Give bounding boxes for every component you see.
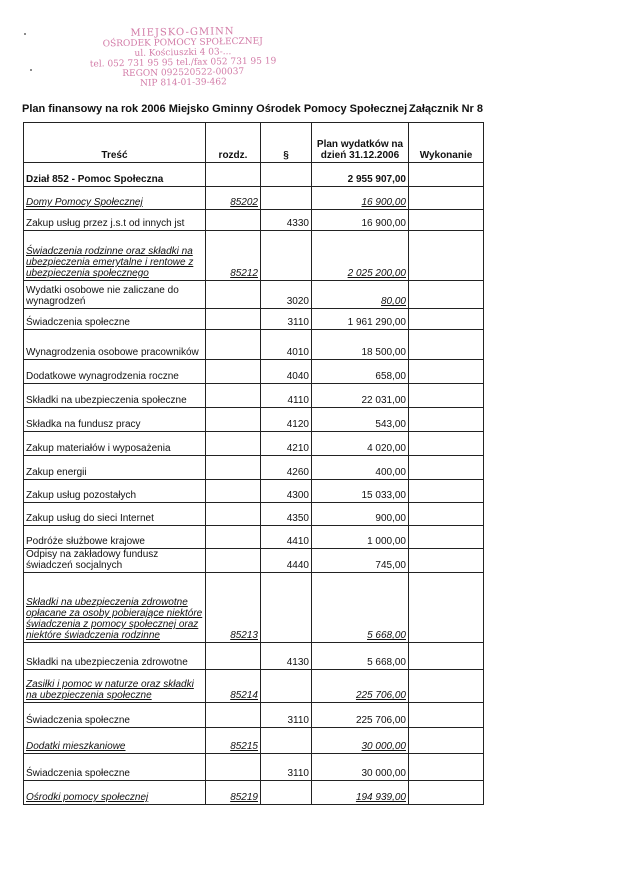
cell-rozdz: 85213: [206, 573, 261, 643]
table-row: [24, 187, 484, 210]
stamp-line: ul. Kościuszki 4 03-...: [134, 47, 232, 59]
cell-wykonanie: [409, 573, 484, 643]
table-row: [24, 573, 484, 643]
stamp-line: tel. 052 731 95 95 tel./fax 052 731 95 19: [89, 56, 277, 70]
cell-wykonanie: [409, 231, 484, 281]
table-row: [24, 549, 484, 573]
cell-paragraph: [261, 187, 312, 210]
finance-plan-table: [23, 122, 484, 805]
cell-plan: 225 706,00: [312, 670, 409, 703]
cell-plan: 16 900,00: [312, 187, 409, 210]
header-rozdz: rozdz.: [206, 123, 261, 163]
cell-paragraph: 4040: [261, 360, 312, 384]
cell-wykonanie: [409, 480, 484, 503]
table-row: [24, 384, 484, 408]
table-row: [24, 231, 484, 281]
cell-wykonanie: [409, 281, 484, 309]
cell-tresc: Odpisy na zakładowy fundusz świadczeń socjalnych: [24, 549, 206, 573]
table-row: [24, 281, 484, 309]
cell-tresc: Zasiłki i pomoc w naturze oraz składki na ubezpieczenia społeczne: [24, 670, 206, 703]
header-wykonanie: Wykonanie: [409, 123, 484, 163]
document-title: [22, 103, 632, 115]
cell-tresc: Składki na ubezpieczenia zdrowotne opłacane za osoby pobierające niektóre świadczenia z pomocy społecznej oraz niektóre świadczenia rodzinne: [24, 573, 206, 643]
cell-paragraph: [261, 573, 312, 643]
header-paragraph: §: [261, 123, 312, 163]
cell-paragraph: 4130: [261, 643, 312, 670]
cell-plan: 15 033,00: [312, 480, 409, 503]
cell-tresc: Zakup usług do sieci Internet: [24, 503, 206, 526]
cell-rozdz: [206, 330, 261, 360]
cell-rozdz: [206, 549, 261, 573]
cell-plan: 16 900,00: [312, 210, 409, 231]
cell-rozdz: [206, 360, 261, 384]
table-row: [24, 728, 484, 754]
table-row: [24, 360, 484, 384]
table-row: [24, 210, 484, 231]
cell-tresc: Dodatkowe wynagrodzenia roczne: [24, 360, 206, 384]
cell-plan: 400,00: [312, 456, 409, 480]
cell-rozdz: 85202: [206, 187, 261, 210]
cell-wykonanie: [409, 643, 484, 670]
cell-tresc: Zakup usług pozostałych: [24, 480, 206, 503]
cell-rozdz: [206, 754, 261, 781]
office-stamp: [87, 26, 278, 89]
cell-rozdz: [206, 432, 261, 456]
cell-wykonanie: [409, 408, 484, 432]
cell-paragraph: [261, 670, 312, 703]
stamp-line: MIEJSKO-GMINN: [130, 26, 235, 39]
stamp-line: REGON 092520522-00037: [122, 66, 245, 80]
stamp-line: NIP 814-01-39-462: [139, 77, 227, 89]
cell-paragraph: 4260: [261, 456, 312, 480]
cell-rozdz: 85219: [206, 781, 261, 805]
cell-rozdz: [206, 408, 261, 432]
cell-plan: 900,00: [312, 503, 409, 526]
cell-rozdz: [206, 384, 261, 408]
cell-paragraph: 3110: [261, 754, 312, 781]
cell-rozdz: 85212: [206, 231, 261, 281]
cell-rozdz: [206, 456, 261, 480]
cell-tresc: Zakup energii: [24, 456, 206, 480]
cell-paragraph: 3110: [261, 309, 312, 330]
table-row: [24, 503, 484, 526]
cell-rozdz: 85214: [206, 670, 261, 703]
cell-wykonanie: [409, 384, 484, 408]
table-header-row: [24, 123, 484, 163]
cell-wykonanie: [409, 210, 484, 231]
cell-tresc: Zakup materiałów i wyposażenia: [24, 432, 206, 456]
cell-wykonanie: [409, 360, 484, 384]
cell-wykonanie: [409, 187, 484, 210]
cell-wykonanie: [409, 163, 484, 187]
cell-paragraph: [261, 781, 312, 805]
cell-paragraph: 4120: [261, 408, 312, 432]
cell-plan: 5 668,00: [312, 573, 409, 643]
cell-tresc: Świadczenia społeczne: [24, 309, 206, 330]
annex-label: Załącznik Nr 8: [409, 103, 483, 115]
header-tresc: Treść: [24, 123, 206, 163]
cell-paragraph: 4350: [261, 503, 312, 526]
cell-wykonanie: [409, 432, 484, 456]
cell-tresc: Ośrodki pomocy społecznej: [24, 781, 206, 805]
cell-plan: 80,00: [312, 281, 409, 309]
cell-tresc: Świadczenia rodzinne oraz składki na ubezpieczenia emerytalne i rentowe z ubezpieczenia społecznego: [24, 231, 206, 281]
cell-plan: 2 955 907,00: [312, 163, 409, 187]
cell-tresc: Wynagrodzenia osobowe pracowników: [24, 330, 206, 360]
cell-paragraph: 4410: [261, 526, 312, 549]
cell-rozdz: [206, 480, 261, 503]
table-row: [24, 432, 484, 456]
cell-wykonanie: [409, 503, 484, 526]
cell-paragraph: 4440: [261, 549, 312, 573]
cell-plan: 543,00: [312, 408, 409, 432]
table-row: [24, 408, 484, 432]
cell-paragraph: [261, 163, 312, 187]
cell-plan: 30 000,00: [312, 754, 409, 781]
cell-paragraph: 4210: [261, 432, 312, 456]
cell-wykonanie: [409, 526, 484, 549]
cell-paragraph: 4300: [261, 480, 312, 503]
scan-speck: [24, 33, 26, 35]
cell-wykonanie: [409, 703, 484, 728]
cell-plan: 22 031,00: [312, 384, 409, 408]
cell-paragraph: 4110: [261, 384, 312, 408]
cell-wykonanie: [409, 330, 484, 360]
cell-rozdz: [206, 163, 261, 187]
cell-plan: 18 500,00: [312, 330, 409, 360]
cell-rozdz: [206, 643, 261, 670]
cell-wykonanie: [409, 781, 484, 805]
cell-tresc: Dodatki mieszkaniowe: [24, 728, 206, 754]
cell-plan: 30 000,00: [312, 728, 409, 754]
cell-tresc: Składki na ubezpieczenia zdrowotne: [24, 643, 206, 670]
cell-rozdz: [206, 526, 261, 549]
cell-plan: 4 020,00: [312, 432, 409, 456]
cell-tresc: Wydatki osobowe nie zaliczane do wynagrodzeń: [24, 281, 206, 309]
cell-plan: 225 706,00: [312, 703, 409, 728]
cell-paragraph: 3020: [261, 281, 312, 309]
cell-rozdz: [206, 281, 261, 309]
cell-paragraph: [261, 231, 312, 281]
cell-plan: 745,00: [312, 549, 409, 573]
cell-rozdz: [206, 703, 261, 728]
table-row: [24, 309, 484, 330]
table-row: [24, 781, 484, 805]
cell-rozdz: [206, 503, 261, 526]
cell-paragraph: 3110: [261, 703, 312, 728]
cell-paragraph: 4010: [261, 330, 312, 360]
cell-tresc: Dział 852 - Pomoc Społeczna: [24, 163, 206, 187]
cell-wykonanie: [409, 728, 484, 754]
table-row: [24, 480, 484, 503]
cell-plan: 194 939,00: [312, 781, 409, 805]
cell-tresc: Zakup usług przez j.s.t od innych jst: [24, 210, 206, 231]
cell-plan: 658,00: [312, 360, 409, 384]
cell-rozdz: [206, 309, 261, 330]
title-text: Plan finansowy na rok 2006 Miejsko Gminny Ośrodek Pomocy Społecznej: [22, 103, 408, 115]
table-row: [24, 670, 484, 703]
table-row: [24, 754, 484, 781]
table-row: [24, 703, 484, 728]
table-row: [24, 526, 484, 549]
cell-rozdz: [206, 210, 261, 231]
cell-wykonanie: [409, 549, 484, 573]
table-row: [24, 643, 484, 670]
table-row: [24, 456, 484, 480]
cell-paragraph: 4330: [261, 210, 312, 231]
cell-paragraph: [261, 728, 312, 754]
cell-wykonanie: [409, 754, 484, 781]
cell-tresc: Domy Pomocy Społecznej: [24, 187, 206, 210]
cell-plan: 2 025 200,00: [312, 231, 409, 281]
cell-tresc: Świadczenia społeczne: [24, 754, 206, 781]
cell-wykonanie: [409, 456, 484, 480]
cell-wykonanie: [409, 309, 484, 330]
stamp-line: OŚRODEK POMOCY SPOŁECZNEJ: [102, 36, 263, 50]
header-plan: Plan wydatków na dzień 31.12.2006: [312, 123, 409, 163]
cell-tresc: Podróże służbowe krajowe: [24, 526, 206, 549]
cell-wykonanie: [409, 670, 484, 703]
cell-plan: 1 000,00: [312, 526, 409, 549]
cell-tresc: Składki na ubezpieczenia społeczne: [24, 384, 206, 408]
table-row: [24, 330, 484, 360]
cell-plan: 5 668,00: [312, 643, 409, 670]
cell-tresc: Składka na fundusz pracy: [24, 408, 206, 432]
cell-rozdz: 85215: [206, 728, 261, 754]
table-row: [24, 163, 484, 187]
scan-speck: [30, 69, 32, 71]
cell-plan: 1 961 290,00: [312, 309, 409, 330]
cell-tresc: Świadczenia społeczne: [24, 703, 206, 728]
